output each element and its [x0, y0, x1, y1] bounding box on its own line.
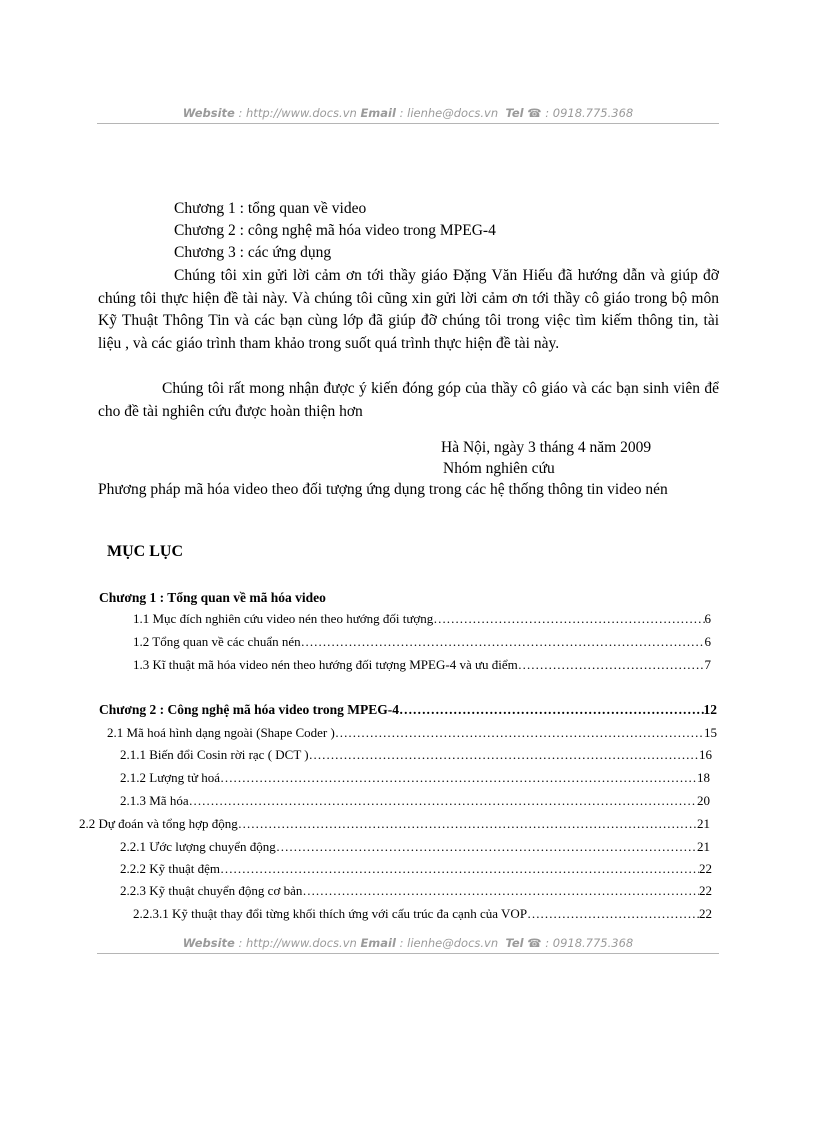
chapter-line-3: Chương 3 : các ứng dụng — [174, 244, 332, 261]
toc-chapter-1[interactable]: Chương 1 : Tổng quan về mã hóa video — [99, 590, 326, 605]
toc-entry[interactable]: 2.2.3.1 Kỹ thuật thay đổi từng khối thích ứng với cấu trúc đa cạnh của VOP …………………………………………………………………………………………………………………………………………………………………………………………… 22 — [133, 905, 712, 923]
tel-label: Tel — [505, 106, 524, 120]
toc-title: MỤC LỤC — [107, 543, 183, 560]
toc-entry[interactable]: 2.1.3 Mã hóa …………………………………………………………………………………………………………………………………………………………………………………………… 20 — [120, 792, 710, 810]
hope-paragraph: Chúng tôi rất mong nhận được ý kiến đóng góp của thầy cô giáo và các bạn sinh viên để cho đề tài nghiên cứu được hoàn thiện hơn — [98, 380, 719, 420]
phone-icon: ☎ — [527, 936, 542, 950]
header-divider — [97, 123, 719, 124]
chapter-line-2: Chương 2 : công nghệ mã hóa video trong MPEG-4 — [174, 222, 496, 239]
topic-paragraph: Phương pháp mã hóa video theo đối tượng ứng dụng trong các hệ thống thông tin video nén — [98, 481, 668, 498]
chapter-line-1: Chương 1 : tổng quan về video — [174, 200, 367, 217]
tel-value: : 0918.775.368 — [541, 936, 634, 950]
tel-label: Tel — [505, 936, 524, 950]
toc-entry[interactable]: 2.1 Mã hoá hình dạng ngoài (Shape Coder ) …………………………………………………………………………………………………………………………………………………………………………………………… 15 — [107, 724, 717, 742]
thanks-paragraph: Chúng tôi xin gửi lời cảm ơn tới thầy giáo Đặng Văn Hiếu đã hướng dẫn và giúp đỡ chúng tôi thực hiện đề tài này. Và chúng tôi cũng xin gửi lời cảm ơn tới thầy cô giáo trong bộ môn Kỹ Thuật Thông Tin và các bạn cùng lớp đã giúp đỡ chúng tôi trong việc tìm kiếm thông tin, tài liệu , và các giáo trình tham khảo trong suốt quá trình thực hiện đề tài này. — [98, 267, 719, 352]
page-footer: Website : http://www.docs.vn Email : lienhe@docs.vn Tel ☎ : 0918.775.368 — [182, 936, 634, 950]
footer-divider — [97, 953, 719, 954]
toc-entry[interactable]: 2.1.2 Lượng tử hoá …………………………………………………………………………………………………………………………………………………………………………………………… 18 — [120, 769, 710, 787]
signature: Nhóm nghiên cứu — [443, 460, 555, 477]
toc-entry[interactable]: 1.3 Kĩ thuật mã hóa video nén theo hướng đối tượng MPEG-4 và ưu điểm …………………………………………………………………………………………………………………………………………………………………………………………… 7 — [133, 656, 711, 674]
toc-entry[interactable]: 2.2.3 Kỹ thuật chuyển động cơ bản …………………………………………………………………………………………………………………………………………………………………………………………… 22 — [120, 882, 712, 900]
toc-entry[interactable]: 1.2 Tổng quan về các chuẩn nén …………………………………………………………………………………………………………………………………………………………………………………………… 6 — [133, 633, 711, 651]
website-label: Website — [182, 106, 235, 120]
toc-entry[interactable]: 2.2.1 Ước lượng chuyển động …………………………………………………………………………………………………………………………………………………………………………………………… 21 — [120, 838, 710, 856]
email-label: Email — [360, 936, 396, 950]
email-label: Email — [360, 106, 396, 120]
tel-value: : 0918.775.368 — [541, 106, 634, 120]
website-url[interactable]: http://www.docs.vn — [246, 106, 357, 120]
place-date: Hà Nội, ngày 3 tháng 4 năm 2009 — [441, 439, 652, 456]
toc-entry[interactable]: 1.1 Mục đích nghiên cứu video nén theo hướng đối tượng …………………………………………………………………………………………………………………………………………………………………………………………… 6 — [133, 610, 711, 628]
email-value[interactable]: lienhe@docs.vn — [407, 936, 499, 950]
toc-chapter-2[interactable]: Chương 2 : Công nghệ mã hóa video trong MPEG-4 …………………………………………………………………………………………………………………………………………………………………………………………… 12 — [99, 701, 717, 719]
toc-entry[interactable]: 2.2.2 Kỹ thuật đệm …………………………………………………………………………………………………………………………………………………………………………………………… 22 — [120, 860, 712, 878]
phone-icon: ☎ — [527, 106, 542, 120]
toc-entry[interactable]: 2.2 Dự đoán và tổng hợp động …………………………………………………………………………………………………………………………………………………………………………………………… 21 — [79, 815, 710, 833]
toc-entry[interactable]: 2.1.1 Biến đổi Cosin rời rạc ( DCT ) …………………………………………………………………………………………………………………………………………………………………………………………… 16 — [120, 746, 712, 764]
website-label: Website — [182, 936, 235, 950]
page-header: Website : http://www.docs.vn Email : lienhe@docs.vn Tel ☎ : 0918.775.368 — [182, 106, 634, 120]
email-value[interactable]: lienhe@docs.vn — [407, 106, 499, 120]
website-url[interactable]: http://www.docs.vn — [246, 936, 357, 950]
